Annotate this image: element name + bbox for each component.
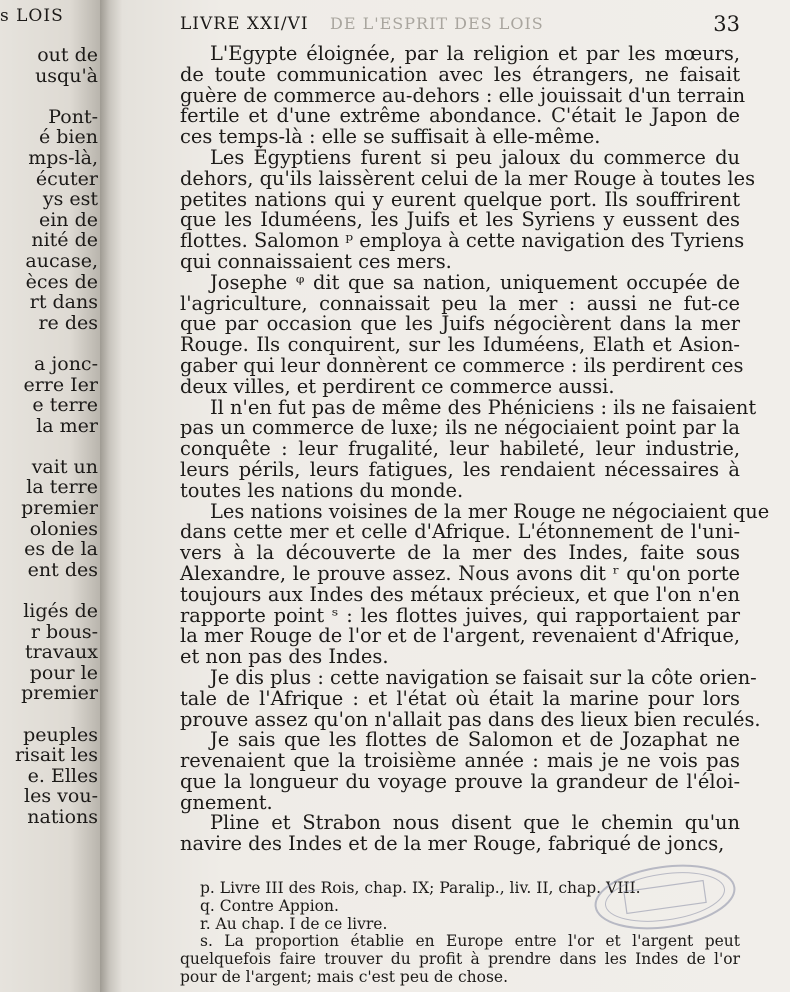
paragraph — [180, 665, 761, 731]
text-line: dans cette mer et celle d'Afrique. L'étonnement de l'uni- — [180, 520, 740, 544]
left-page-line: la mer — [36, 415, 98, 437]
paragraph — [180, 145, 756, 273]
left-page-line: olonies — [29, 518, 98, 540]
footnote: quelquefois faire trouver du profit à prendre dans les Indes de l'or — [180, 950, 740, 969]
left-running-head: s LOIS — [0, 6, 64, 26]
left-page-line — [0, 436, 100, 457]
text-line: ces temps-là : elle se suffisait à elle-même. — [180, 125, 601, 149]
text-line: Pline et Strabon nous disent que le chemin qu'un — [210, 811, 740, 835]
text-line: fertile et d'une extrême abondance. C'était le Japon de — [180, 104, 740, 128]
text-line: que les Iduméens, les Juifs et les Syriens y eussent des — [180, 208, 740, 232]
left-page — [0, 0, 100, 992]
left-page-line: èces de — [25, 271, 98, 293]
footnote: s. La proportion établie en Europe entre l'or et l'argent peut — [200, 932, 740, 951]
text-line: pas un commerce de luxe; ils ne négociaient point par la — [180, 416, 740, 440]
paragraph — [180, 813, 740, 855]
left-page-line: ent des — [27, 559, 98, 581]
text-line: qui connaissaient ces mers. — [180, 249, 452, 273]
left-page-line: r bous- — [30, 621, 98, 643]
left-page-line: erre Ier — [23, 374, 98, 396]
left-page-line: premier — [21, 683, 98, 704]
left-page-line — [0, 704, 100, 725]
left-page-line: out de — [37, 45, 98, 66]
left-page-line: usqu'à — [35, 65, 98, 87]
text-line: gaber qui leur donnèrent ce commerce : ils perdirent ces — [180, 353, 744, 377]
left-page-line: risait les — [14, 745, 98, 766]
left-page-line: re des — [38, 312, 98, 334]
text-line: que par occasion que les Juifs négocièrent dans la mer — [180, 312, 740, 336]
text-line: guère de commerce au-dehors : elle jouissait d'un terrain — [180, 83, 746, 107]
left-page-line: ein de — [38, 209, 98, 231]
paragraph — [180, 395, 757, 502]
left-page-line: mps-là, — [28, 147, 98, 169]
text-line: flottes. Salomon ᵖ employa à cette navigation des Tyriens — [180, 229, 745, 253]
footnote: pour de l'argent; mais c'est peu de chose. — [180, 967, 508, 986]
text-line: Josephe ᵠ dit que sa nation, uniquement occupée de — [210, 270, 740, 294]
left-page-line: rt dans — [29, 292, 98, 313]
running-head: LIVRE XXI/VI — [180, 14, 309, 34]
left-page-line — [0, 333, 100, 354]
text-line: revenaient que la troisième année : mais je ne vois pas — [180, 749, 740, 773]
left-page-line: travaux — [24, 642, 98, 663]
left-page-line: ligés de — [23, 601, 98, 622]
text-line: l'agriculture, connaissait peu la mer : aussi ne fut-ce — [180, 291, 740, 315]
text-line: gnement. — [180, 790, 273, 814]
paragraph — [180, 42, 746, 149]
left-page-line: la terre — [26, 477, 98, 499]
footnote: p. Livre III des Rois, chap. IX; Paralip., liv. II, chap. VIII. — [200, 879, 641, 897]
paragraph — [180, 270, 744, 398]
left-page-line: es de la — [24, 539, 98, 560]
text-line: la mer Rouge de l'or et de l'argent, revenaient d'Afrique, — [180, 624, 740, 648]
left-page-line — [0, 580, 100, 601]
text-line: de toute communication avec les étrangers, ne faisait — [180, 62, 740, 86]
left-page-line: les vou- — [24, 786, 98, 807]
left-page-line: Pont- — [48, 106, 98, 128]
left-page-line: aucase, — [25, 250, 98, 272]
left-page-line: e terre — [32, 395, 98, 416]
left-page-line: écuter — [35, 168, 98, 190]
text-line: Les Égyptiens furent si peu jaloux du commerce du — [210, 145, 740, 169]
text-line: Il n'en fut pas de même des Phéniciens : ils ne faisaient — [210, 395, 757, 419]
left-page-text — [0, 45, 100, 828]
text-line: Alexandre, le prouve assez. Nous avons dit ʳ qu'on porte — [180, 561, 740, 585]
text-line: prouve assez qu'on n'allait pas dans des lieux bien reculés. — [180, 707, 761, 731]
left-page-line: nité de — [31, 230, 98, 251]
text-line: et non pas des Indes. — [180, 645, 389, 669]
text-line: toujours aux Indes des métaux précieux, et que l'on n'en — [180, 582, 740, 606]
footnote: q. Contre Appion. — [200, 896, 339, 915]
text-line: dehors, qu'ils laissèrent celui de la mer Rouge à toutes les — [180, 166, 756, 190]
text-line: conquête : leur frugalité, leur habileté, leur industrie, — [180, 437, 740, 461]
text-line: Les nations voisines de la mer Rouge ne négociaient que — [210, 499, 770, 523]
left-page-line: é bien — [38, 127, 98, 148]
left-page-line: a jonc- — [34, 353, 98, 375]
text-line: petites nations qui y eurent quelque port. Ils souffrirent — [180, 187, 740, 211]
book-gutter — [100, 0, 122, 992]
text-line: Je dis plus : cette navigation se faisait sur la côte orien- — [210, 665, 757, 689]
text-line: navire des Indes et de la mer Rouge, fabriqué de joncs, — [180, 832, 725, 856]
text-line: L'Egypte éloignée, par la religion et par les mœurs, — [210, 42, 740, 65]
footnote: r. Au chap. I de ce livre. — [200, 914, 388, 933]
left-page-line: nations — [27, 806, 98, 828]
text-line: tale de l'Afrique : et l'état où était la marine pour lors — [180, 686, 740, 710]
text-line: toutes les nations du monde. — [180, 478, 464, 502]
left-page-line: premier — [21, 498, 98, 519]
text-line: que la longueur du voyage prouve la grandeur de l'éloi- — [180, 769, 740, 793]
left-page-line: ys est — [42, 189, 98, 210]
left-page-line — [0, 86, 100, 107]
text-line: vers à la découverte de la mer des Indes, faite sous — [180, 541, 740, 565]
text-line: Rouge. Ils conquirent, sur les Iduméens, Elath et Asion- — [180, 333, 740, 357]
left-page-line: pour le — [29, 662, 98, 684]
page-header — [180, 10, 740, 36]
left-page-line: vait un — [31, 456, 98, 478]
left-page-line: peuples — [23, 724, 98, 746]
left-page-line: e. Elles — [27, 765, 98, 787]
text-line: deux villes, et perdirent ce commerce aussi. — [180, 374, 615, 398]
page-number: 33 — [713, 12, 740, 36]
show-through-heading: DE L'ESPRIT DES LOIS — [330, 14, 544, 33]
text-line: leurs périls, leurs fatigues, les rendaient nécessaires à — [180, 457, 740, 481]
text-line: rapporte point ˢ : les flottes juives, qui rapportaient par — [180, 603, 740, 627]
main-text — [180, 42, 770, 856]
paragraph — [180, 730, 740, 813]
paragraph — [180, 499, 770, 669]
text-line: Je sais que les flottes de Salomon et de Jozaphat ne — [210, 728, 740, 752]
